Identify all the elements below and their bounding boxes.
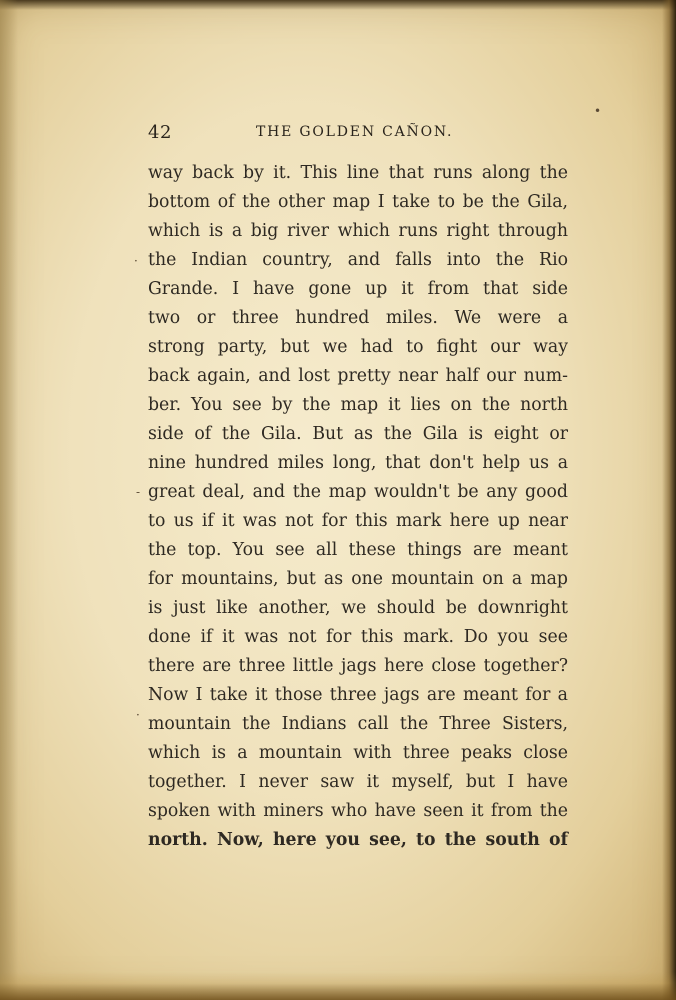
text-line: Grande. I have gone up it from that side bbox=[148, 279, 568, 299]
text-line: spoken with miners who have seen it from the bbox=[148, 801, 568, 821]
margin-mark: · bbox=[134, 254, 138, 268]
text-line: nine hundred miles long, that don't help us a bbox=[148, 453, 568, 473]
page-bottom-edge bbox=[0, 972, 676, 1000]
text-line: great deal, and the map wouldn't be any good bbox=[148, 482, 568, 502]
text-line: strong party, but we had to fight our way bbox=[148, 337, 568, 357]
text-line: the Indian country, and falls into the Rio bbox=[148, 250, 568, 270]
page-left-gutter bbox=[0, 0, 18, 1000]
text-line: for mountains, but as one mountain on a map bbox=[148, 569, 568, 589]
page-top-edge bbox=[0, 0, 676, 10]
body-text bbox=[148, 159, 568, 855]
text-line: together. I never saw it myself, but I have bbox=[148, 772, 568, 792]
text-line: north. Now, here you see, to the south of bbox=[148, 830, 568, 850]
text-line: side of the Gila. But as the Gila is eight or bbox=[148, 424, 568, 444]
text-line: mountain the Indians call the Three Sisters, bbox=[148, 714, 568, 734]
running-title: THE GOLDEN CAÑON. bbox=[256, 124, 454, 140]
text-line: to us if it was not for this mark here up near bbox=[148, 511, 568, 531]
text-line: the top. You see all these things are meant bbox=[148, 540, 568, 560]
text-line: bottom of the other map I take to be the Gila, bbox=[148, 192, 568, 212]
ink-speck: • bbox=[594, 104, 602, 118]
text-line: is just like another, we should be downright bbox=[148, 598, 568, 618]
margin-mark: · bbox=[136, 708, 140, 722]
text-line: way back by it. This line that runs along the bbox=[148, 163, 568, 183]
text-line: there are three little jags here close together? bbox=[148, 656, 568, 676]
page-number: 42 bbox=[148, 122, 172, 143]
text-line: two or three hundred miles. We were a bbox=[148, 308, 568, 328]
text-line: which is a big river which runs right through bbox=[148, 221, 568, 241]
page-header bbox=[148, 122, 568, 146]
margin-mark: - bbox=[136, 485, 141, 499]
text-line: which is a mountain with three peaks close bbox=[148, 743, 568, 763]
page-right-edge bbox=[662, 0, 676, 1000]
text-line: back again, and lost pretty near half our num- bbox=[148, 366, 568, 386]
text-line: done if it was not for this mark. Do you see bbox=[148, 627, 568, 647]
text-line: Now I take it those three jags are meant for a bbox=[148, 685, 568, 705]
text-line: ber. You see by the map it lies on the north bbox=[148, 395, 568, 415]
